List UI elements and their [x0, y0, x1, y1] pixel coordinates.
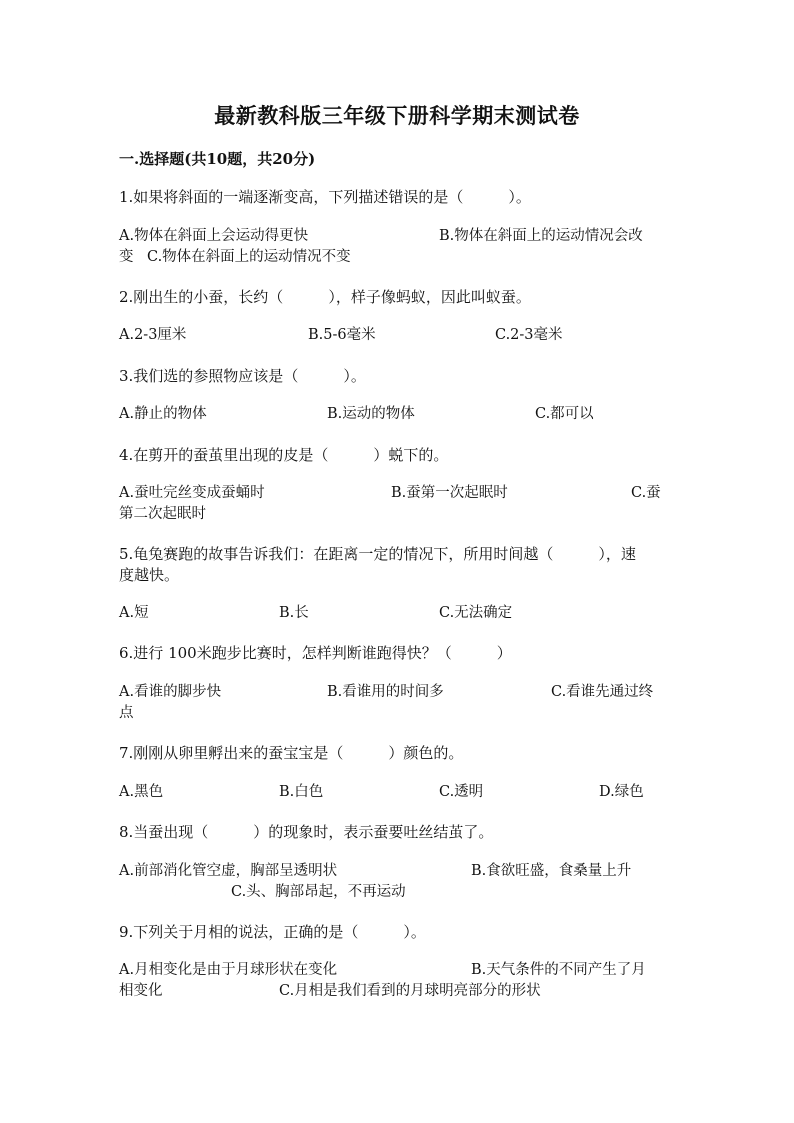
option-5-a[interactable]: A.短 [119, 605, 149, 621]
option-4-a[interactable]: A.蚕吐完丝变成蚕蛹时 [119, 485, 265, 501]
question-6: 6.进行 100米跑步比赛时，怎样判断谁跑得快？（ ） [119, 644, 512, 662]
option-4-b[interactable]: B.蚕第一次起眠时 [391, 485, 508, 501]
section-heading: 一.选择题(共10题，共20分) [119, 150, 316, 168]
option-7-a[interactable]: A.黑色 [119, 784, 164, 800]
option-9-b[interactable]: B.天气条件的不同产生了月 [471, 962, 646, 978]
option-6-c[interactable]: C.看谁先通过终 [551, 684, 654, 700]
options-7 [119, 782, 679, 803]
option-8-a[interactable]: A.前部消化管空虚，胸部呈透明状 [119, 863, 338, 879]
option-1-a[interactable]: A.物体在斜面上会运动得更快 [119, 228, 309, 244]
option-2-c[interactable]: C.2-3毫米 [495, 327, 563, 343]
option-2-b[interactable]: B.5-6毫米 [308, 327, 376, 343]
option-3-b[interactable]: B.运动的物体 [327, 406, 415, 422]
option-8-b[interactable]: B.食欲旺盛，食桑量上升 [471, 863, 632, 879]
option-9-c[interactable]: C.月相是我们看到的月球明亮部分的形状 [279, 983, 541, 999]
option-6-b[interactable]: B.看谁用的时间多 [327, 684, 444, 700]
option-6-c-wrap: 点 [119, 705, 134, 721]
option-1-b-wrap: 变 [119, 249, 134, 265]
option-5-b[interactable]: B.长 [279, 605, 309, 621]
option-3-a[interactable]: A.静止的物体 [119, 406, 207, 422]
options-4 [119, 483, 679, 525]
question-1: 1.如果将斜面的一端逐渐变高，下列描述错误的是（ ）。 [119, 188, 531, 206]
options-8 [119, 861, 679, 903]
options-5 [119, 603, 679, 624]
option-7-b[interactable]: B.白色 [279, 784, 324, 800]
options-1 [119, 226, 679, 268]
options-9 [119, 960, 679, 1002]
option-1-c[interactable]: C.物体在斜面上的运动情况不变 [147, 249, 351, 265]
option-5-c[interactable]: C.无法确定 [439, 605, 513, 621]
option-1-b[interactable]: B.物体在斜面上的运动情况会改 [439, 228, 643, 244]
question-7: 7.刚刚从卵里孵出来的蚕宝宝是（ ）颜色的。 [119, 744, 464, 762]
option-4-c-wrap: 第二次起眠时 [119, 506, 206, 522]
option-9-b-wrap: 相变化 [119, 983, 163, 999]
option-2-a[interactable]: A.2-3厘米 [119, 327, 187, 343]
question-2: 2.刚出生的小蚕，长约（ ），样子像蚂蚁，因此叫蚁蚕。 [119, 288, 531, 306]
option-7-d[interactable]: D.绿色 [599, 784, 644, 800]
options-2 [119, 325, 679, 346]
question-3: 3.我们选的参照物应该是（ ）。 [119, 367, 366, 385]
question-5: 5.龟兔赛跑的故事告诉我们：在距离一定的情况下，所用时间越（ ），速 [119, 545, 636, 563]
question-8: 8.当蚕出现（ ）的现象时，表示蚕要吐丝结茧了。 [119, 823, 494, 841]
option-8-c[interactable]: C.头、胸部昂起，不再运动 [231, 884, 406, 900]
option-7-c[interactable]: C.透明 [439, 784, 484, 800]
page-title: 最新教科版三年级下册科学期末测试卷 [214, 103, 580, 128]
option-4-c[interactable]: C.蚕 [631, 485, 661, 501]
question-4: 4.在剪开的蚕茧里出现的皮是（ ）蜕下的。 [119, 446, 449, 464]
option-9-a[interactable]: A.月相变化是由于月球形状在变化 [119, 962, 338, 978]
question-5-cont: 度越快。 [119, 566, 180, 584]
options-3 [119, 404, 679, 425]
option-6-a[interactable]: A.看谁的脚步快 [119, 684, 222, 700]
options-6 [119, 682, 679, 724]
question-9: 9.下列关于月相的说法，正确的是（ ）。 [119, 923, 426, 941]
option-3-c[interactable]: C.都可以 [535, 406, 594, 422]
